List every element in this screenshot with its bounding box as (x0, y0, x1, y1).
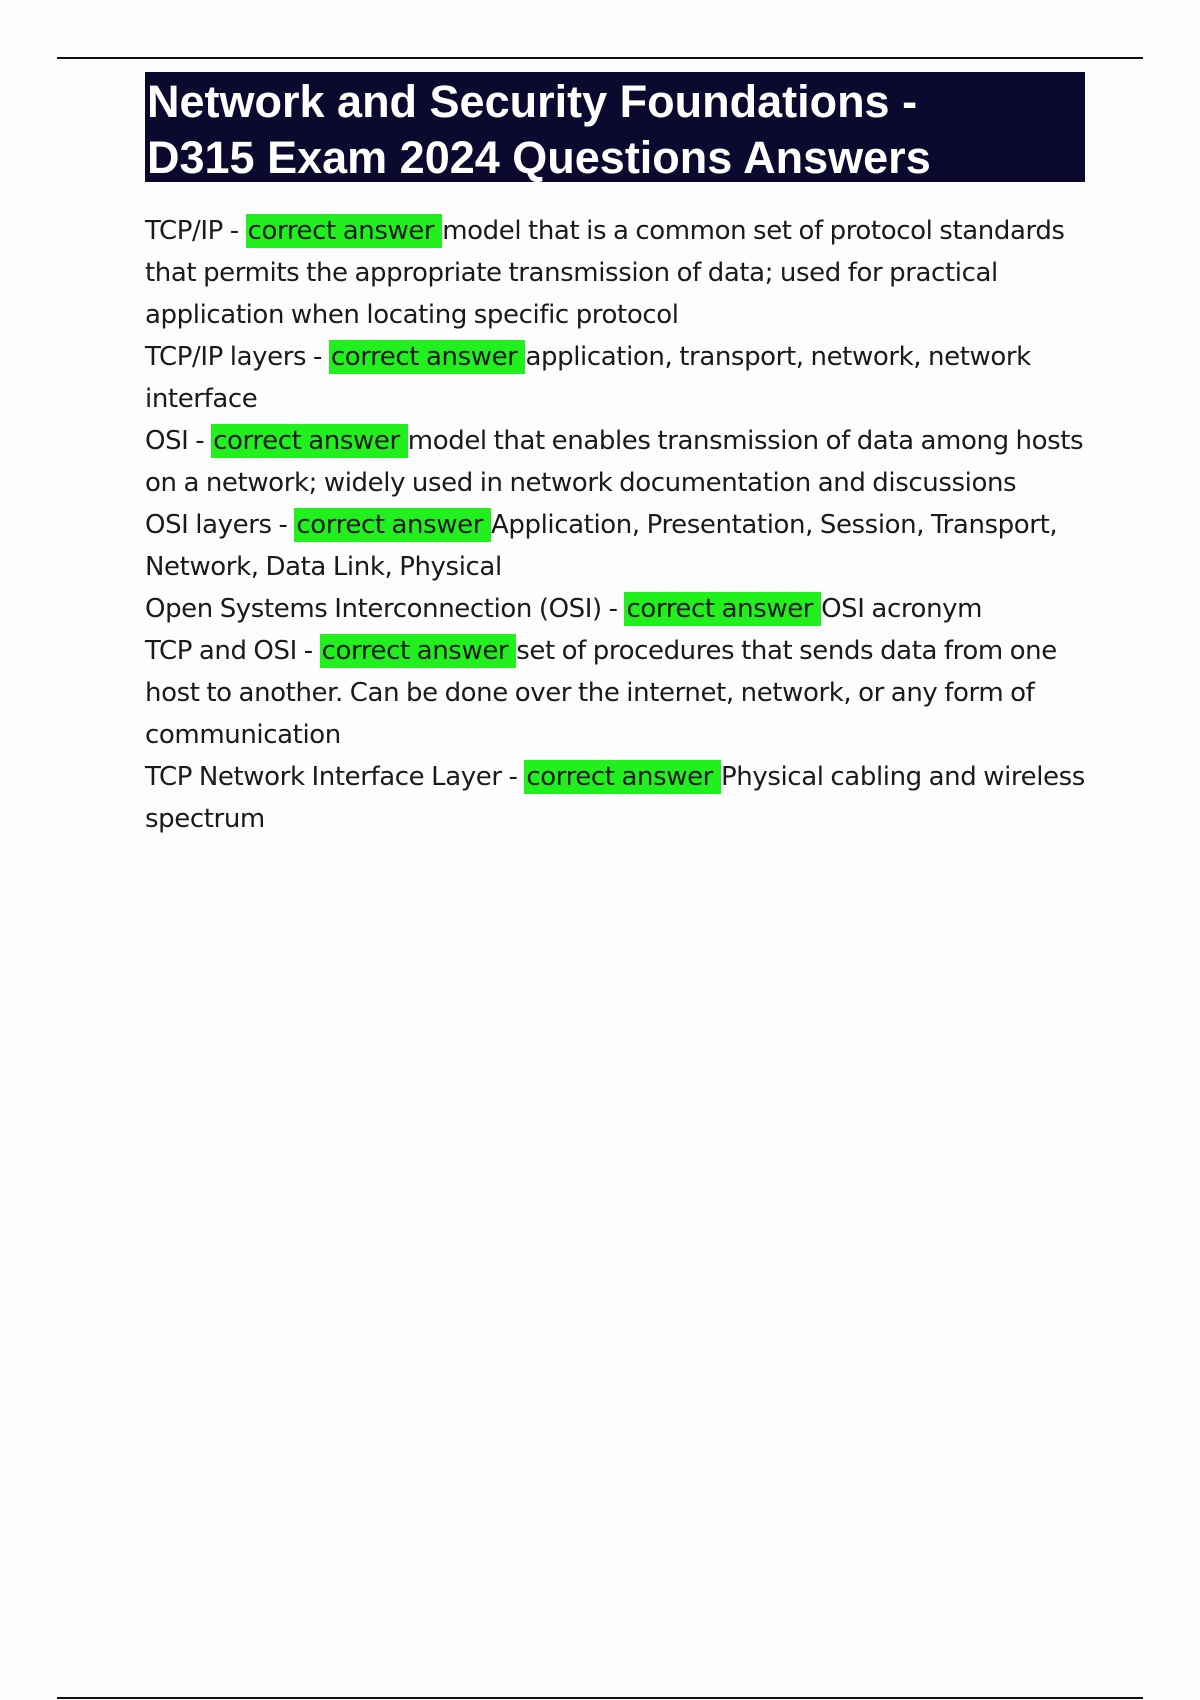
correct-answer-marker: correct answer (329, 340, 526, 374)
qa-entry (145, 504, 1085, 588)
qa-definition: OSI acronym (821, 594, 983, 624)
correct-answer-marker: correct answer (211, 424, 408, 458)
qa-entry (145, 756, 1085, 840)
qa-entry (145, 588, 1085, 630)
correct-answer-marker: correct answer (624, 592, 821, 626)
qa-definition: Physical cabling and wireless spectrum (145, 762, 1085, 834)
qa-term: Open Systems Interconnection (OSI) - (145, 594, 625, 624)
qa-entry (145, 630, 1085, 756)
title-line-1: Network and Security Foundations - (147, 76, 918, 127)
qa-definition: set of procedures that sends data from one host to another. Can be done over the internet, network, or any form of communication (145, 636, 1057, 750)
qa-term: OSI layers - (145, 510, 295, 540)
correct-answer-marker: correct answer (524, 760, 721, 794)
qa-term: TCP/IP layers - (145, 342, 329, 372)
qa-definition: model that is a common set of protocol standards that permits the appropriate transmission of data; used for practical application when locating specific protocol (145, 216, 1065, 330)
qa-term: TCP and OSI - (145, 636, 320, 666)
qa-definition: application, transport, network, network interface (145, 342, 1031, 414)
qa-term: TCP/IP - (145, 216, 246, 246)
qa-entry (145, 336, 1085, 420)
qa-definition: Application, Presentation, Session, Transport, Network, Data Link, Physical (145, 510, 1058, 582)
qa-list (145, 210, 1085, 840)
correct-answer-marker: correct answer (294, 508, 491, 542)
document-title (145, 72, 1085, 182)
qa-definition: model that enables transmission of data among hosts on a network; widely used in network documentation and discussions (145, 426, 1084, 498)
bottom-divider (57, 1697, 1143, 1699)
qa-entry (145, 210, 1085, 336)
title-line-2: D315 Exam 2024 Questions Answers (147, 132, 931, 183)
correct-answer-marker: correct answer (246, 214, 443, 248)
qa-entry (145, 420, 1085, 504)
qa-term: OSI - (145, 426, 212, 456)
correct-answer-marker: correct answer (320, 634, 517, 668)
document-page (145, 72, 1085, 840)
qa-term: TCP Network Interface Layer - (145, 762, 525, 792)
top-divider (57, 57, 1143, 59)
